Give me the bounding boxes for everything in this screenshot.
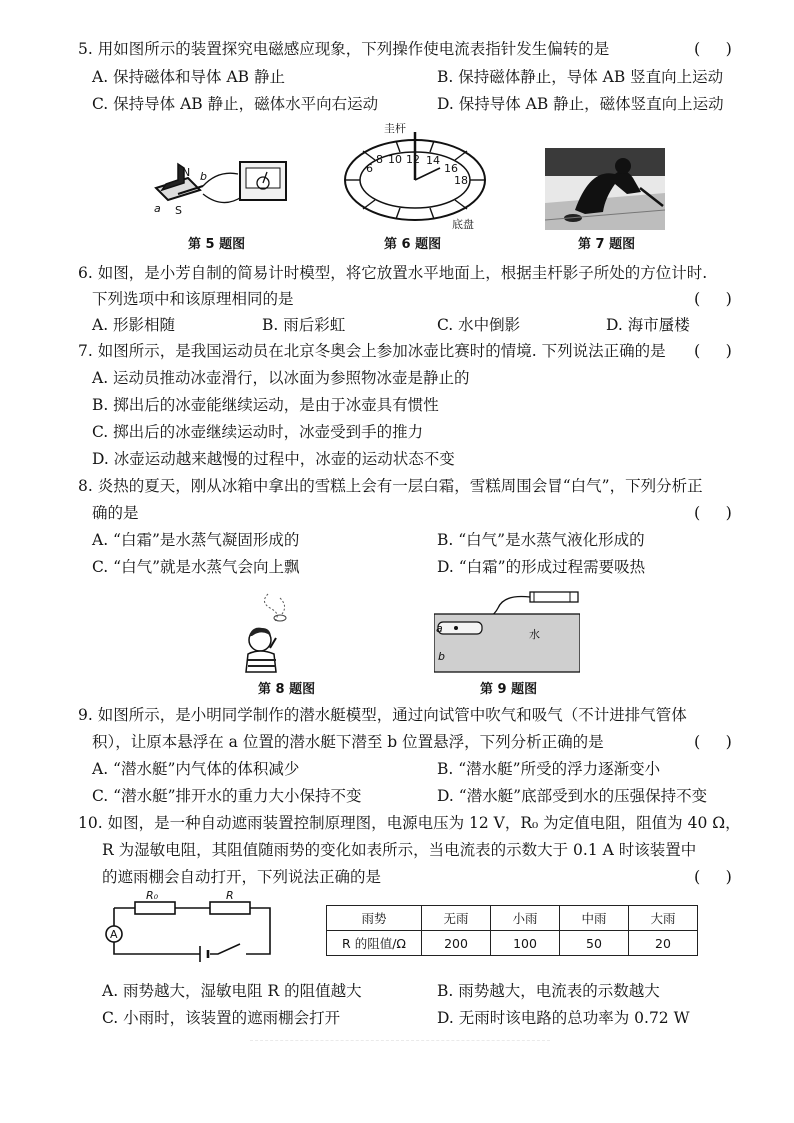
- figure-9-submarine-model: [434, 588, 580, 674]
- q8-answer-paren: ( ): [694, 503, 732, 522]
- q7-stem: 7. 如图所示，是我国运动员在北京冬奥会上参加冰壶比赛时的情境. 下列说法正确的是: [78, 342, 666, 360]
- fig5-caption: 第 5 题图: [188, 237, 246, 252]
- fig6-num-10: 10: [388, 153, 402, 166]
- q5-option-d: D. 保持导体 AB 静止，磁体竖直向上运动: [437, 95, 724, 113]
- q5-option-c: C. 保持导体 AB 静止，磁体水平向右运动: [92, 95, 379, 113]
- q10-answer-paren: ( ): [694, 867, 732, 886]
- figure-10-circuit-diagram: [100, 890, 275, 970]
- figure-8-boy-with-popsicle: [238, 588, 308, 674]
- table-header-cell: 大雨: [629, 906, 698, 931]
- fig7-caption: 第 7 题图: [578, 237, 636, 252]
- fig6-caption: 第 6 题图: [384, 237, 442, 252]
- table-header-cell: 雨势: [327, 906, 422, 931]
- q10-stem-line3: 的遮雨棚会自动打开，下列说法正确的是: [102, 868, 382, 886]
- fig5-label-s: S: [175, 204, 182, 217]
- q10-option-b: B. 雨势越大，电流表的示数越大: [437, 982, 660, 1000]
- q9-option-c: C. “潜水艇”排开水的重力大小保持不变: [92, 787, 362, 805]
- q8-stem-line1: 8. 炎热的夏天，刚从冰箱中拿出的雪糕上会有一层白霜，雪糕周围会冒“白气”，下列分析正: [78, 477, 703, 495]
- fig10-r-label: R: [226, 890, 234, 902]
- q9-stem-line1: 9. 如图所示，是小明同学制作的潜水艇模型，通过向试管中吹气和吸气（不计进排气管体: [78, 706, 687, 724]
- q5-option-b: B. 保持磁体静止，导体 AB 竖直向上运动: [437, 68, 724, 86]
- q8-stem-line2: 确的是: [92, 504, 139, 522]
- q6-option-c: C. 水中倒影: [437, 316, 521, 334]
- q9-option-b: B. “潜水艇”所受的浮力逐渐变小: [437, 760, 661, 778]
- fig6-num-12: 12: [406, 153, 420, 166]
- fig9-label-water: 水: [529, 628, 540, 641]
- q10-option-a: A. 雨势越大，湿敏电阻 R 的阻值越大: [102, 982, 362, 1000]
- q8-option-b: B. “白气”是水蒸气液化形成的: [437, 531, 645, 549]
- fig6-num-18: 18: [454, 174, 468, 187]
- fig6-num-8: 8: [376, 153, 383, 166]
- q9-option-d: D. “潜水艇”底部受到水的压强保持不变: [437, 787, 708, 805]
- fig5-label-a: a: [154, 202, 161, 215]
- fig9-caption: 第 9 题图: [480, 682, 538, 697]
- q10-stem-line1: 10. 如图，是一种自动遮雨装置控制原理图，电源电压为 12 V，R₀ 为定值电阻，阻值为 40 Ω，: [78, 814, 741, 832]
- q6-stem-line1: 6. 如图，是小芳自制的简易计时模型，将它放置水平地面上，根据圭杆影子所处的方位计时.: [78, 264, 708, 282]
- q10-stem-line2: R 为湿敏电阻，其阻值随雨势的变化如表所示，当电流表的示数大于 0.1 A 时该装置中: [102, 841, 697, 859]
- q6-option-b: B. 雨后彩虹: [262, 316, 346, 334]
- q8-option-c: C. “白气”就是水蒸气会向上飘: [92, 558, 300, 576]
- q6-answer-paren: ( ): [694, 289, 732, 308]
- q7-answer-paren: ( ): [694, 341, 732, 360]
- q6-option-a: A. 形影相随: [92, 316, 176, 334]
- fig6-label-gnomon: 圭杆: [384, 122, 406, 135]
- scan-artifact-divider: [250, 1040, 550, 1051]
- fig5-label-b: b: [200, 170, 207, 183]
- figure-7-curling-photo: [545, 148, 665, 230]
- q5-stem: 5. 用如图所示的装置探究电磁感应现象，下列操作使电流表指针发生偏转的是: [78, 40, 610, 58]
- fig6-num-14: 14: [426, 154, 440, 167]
- q10-option-c: C. 小雨时，该装置的遮雨棚会打开: [102, 1009, 341, 1027]
- q5-option-a: A. 保持磁体和导体 AB 静止: [92, 68, 285, 86]
- table-cell: R 的阻值/Ω: [327, 931, 422, 956]
- table-cell: 20: [629, 931, 698, 956]
- table-header-row: [327, 906, 698, 931]
- q9-answer-paren: ( ): [694, 732, 732, 751]
- table-row: [327, 931, 698, 956]
- fig6-num-16: 16: [444, 162, 458, 175]
- q8-option-d: D. “白霜”的形成过程需要吸热: [437, 558, 646, 576]
- q8-option-a: A. “白霜”是水蒸气凝固形成的: [92, 531, 300, 549]
- table-cell: 200: [422, 931, 491, 956]
- q7-option-d: D. 冰壶运动越来越慢的过程中，冰壶的运动状态不变: [92, 450, 455, 468]
- table-cell: 100: [491, 931, 560, 956]
- q6-stem-line2: 下列选项中和该原理相同的是: [92, 290, 294, 308]
- q7-option-c: C. 掷出后的冰壶继续运动时，冰壶受到手的推力: [92, 423, 424, 441]
- q5-answer-paren: ( ): [694, 39, 732, 58]
- table-header-cell: 无雨: [422, 906, 491, 931]
- fig9-label-b: b: [438, 650, 445, 663]
- q7-option-a: A. 运动员推动冰壶滑行，以冰面为参照物冰壶是静止的: [92, 369, 470, 387]
- fig5-label-n: N: [182, 166, 191, 179]
- fig9-label-a: a: [436, 622, 443, 635]
- table-header-cell: 中雨: [560, 906, 629, 931]
- q10-rain-resistance-table: [326, 905, 698, 956]
- table-cell: 50: [560, 931, 629, 956]
- q7-option-b: B. 掷出后的冰壶能继续运动，是由于冰壶具有惯性: [92, 396, 439, 414]
- figure-5-induction-apparatus: [148, 150, 298, 222]
- q9-option-a: A. “潜水艇”内气体的体积减少: [92, 760, 300, 778]
- figure-6-sundial: [340, 118, 490, 230]
- fig6-label-dial: 底盘: [452, 218, 474, 230]
- q9-stem-line2: 积），让原本悬浮在 a 位置的潜水艇下潜至 b 位置悬浮，下列分析正确的是: [92, 733, 604, 751]
- fig10-r0-label: R₀: [146, 890, 159, 902]
- fig6-num-6: 6: [366, 162, 373, 175]
- table-header-cell: 小雨: [491, 906, 560, 931]
- fig8-caption: 第 8 题图: [258, 682, 316, 697]
- q6-option-d: D. 海市蜃楼: [606, 316, 690, 334]
- q10-option-d: D. 无雨时该电路的总功率为 0.72 W: [437, 1009, 690, 1027]
- fig10-ammeter-label: A: [110, 928, 118, 941]
